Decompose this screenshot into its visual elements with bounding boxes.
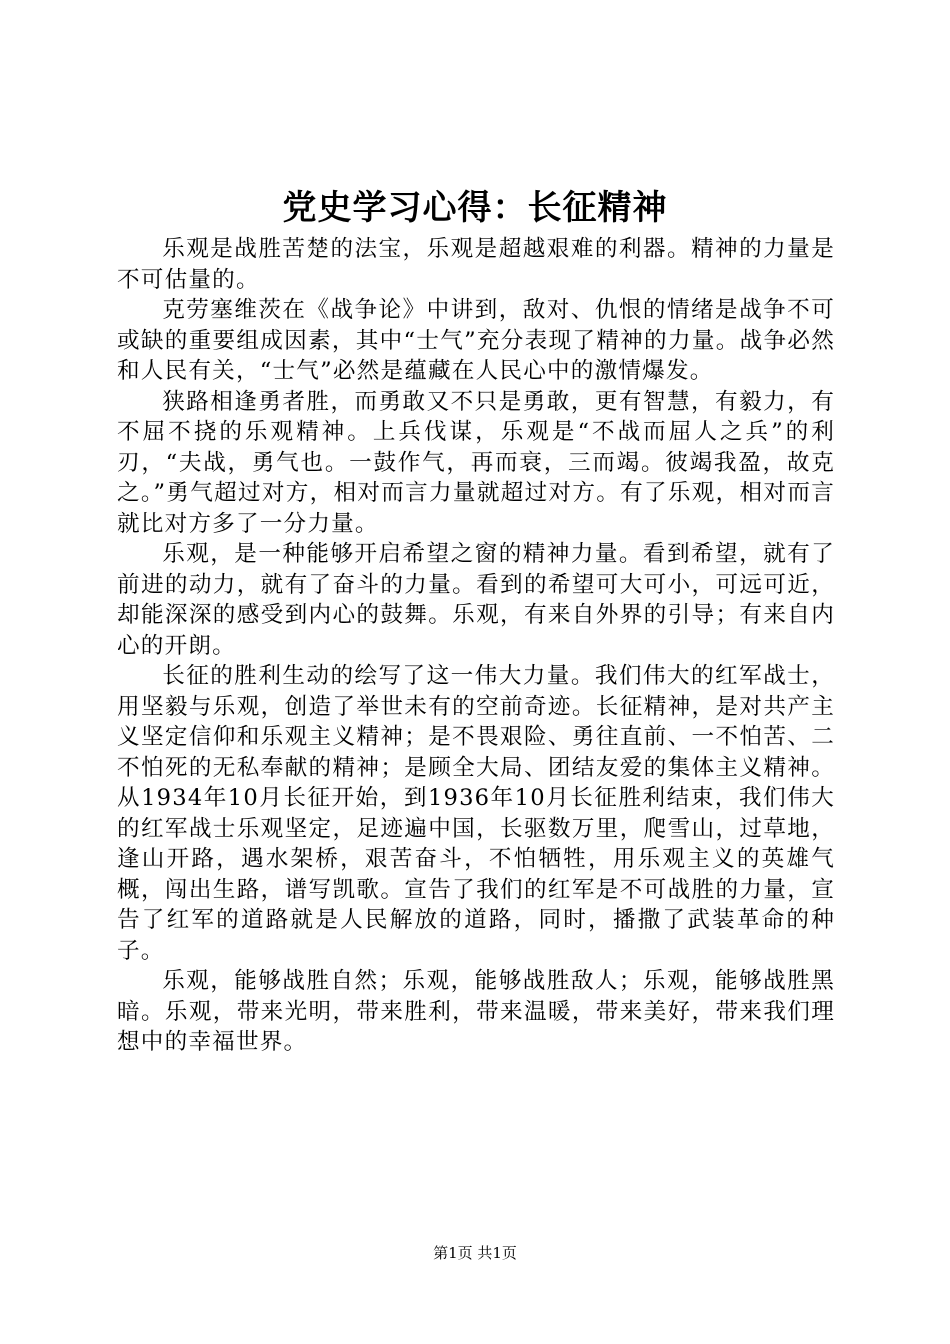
paragraph-3: 狭路相逢勇者胜，而勇敢又不只是勇敢，更有智慧，有毅力，有不屈不挠的乐观精神。上兵伐谋，乐观是“不战而屈人之兵”的利刃，“夫战，勇气也。一鼓作气，再而衰，三而竭。彼竭我盈，故克之。”勇气超过对方，相对而言力量就超过对方。有了乐观，相对而言就比对方多了一分力量。 [117, 388, 835, 537]
document-title: 党史学习心得：长征精神 [282, 188, 668, 228]
document-body [117, 234, 835, 1058]
paragraph-4: 乐观，是一种能够开启希望之窗的精神力量。看到希望，就有了前进的动力，就有了奋斗的力量。看到的希望可大可小，可远可近，却能深深的感受到内心的鼓舞。乐观，有来自外界的引导；有来自内心的开朗。 [117, 541, 835, 659]
page-footer: 第1页 共1页 [433, 1244, 517, 1262]
paragraph-6: 乐观，能够战胜自然；乐观，能够战胜敌人；乐观，能够战胜黑暗。乐观，带来光明，带来胜利，带来温暖，带来美好，带来我们理想中的幸福世界。 [117, 968, 835, 1055]
paragraph-2: 克劳塞维茨在《战争论》中讲到，敌对、仇恨的情绪是战争不可或缺的重要组成因素，其中“士气”充分表现了精神的力量。战争必然和人民有关，“士气”必然是蕴藏在人民心中的激情爆发。 [117, 297, 835, 384]
paragraph-1: 乐观是战胜苦楚的法宝，乐观是超越艰难的利器。精神的力量是不可估量的。 [117, 236, 835, 293]
paragraph-5: 长征的胜利生动的绘写了这一伟大力量。我们伟大的红军战士，用坚毅与乐观，创造了举世未有的空前奇迹。长征精神，是对共产主义坚定信仰和乐观主义精神；是不畏艰险、勇往直前、一不怕苦、二不怕死的无私奉献的精神；是顾全大局、团结友爱的集体主义精神。从1934年10月长征开始，到1936年10月长征胜利结束，我们伟大的红军战士乐观坚定，足迹遍中国，长驱数万里，爬雪山，过草地，逢山开路，遇水架桥，艰苦奋斗，不怕牺牲，用乐观主义的英雄气概，闯出生路，谱写凯歌。宣告了我们的红军是不可战胜的力量，宣告了红军的道路就是人民解放的道路，同时，播撒了武装革命的种子。 [117, 663, 835, 964]
